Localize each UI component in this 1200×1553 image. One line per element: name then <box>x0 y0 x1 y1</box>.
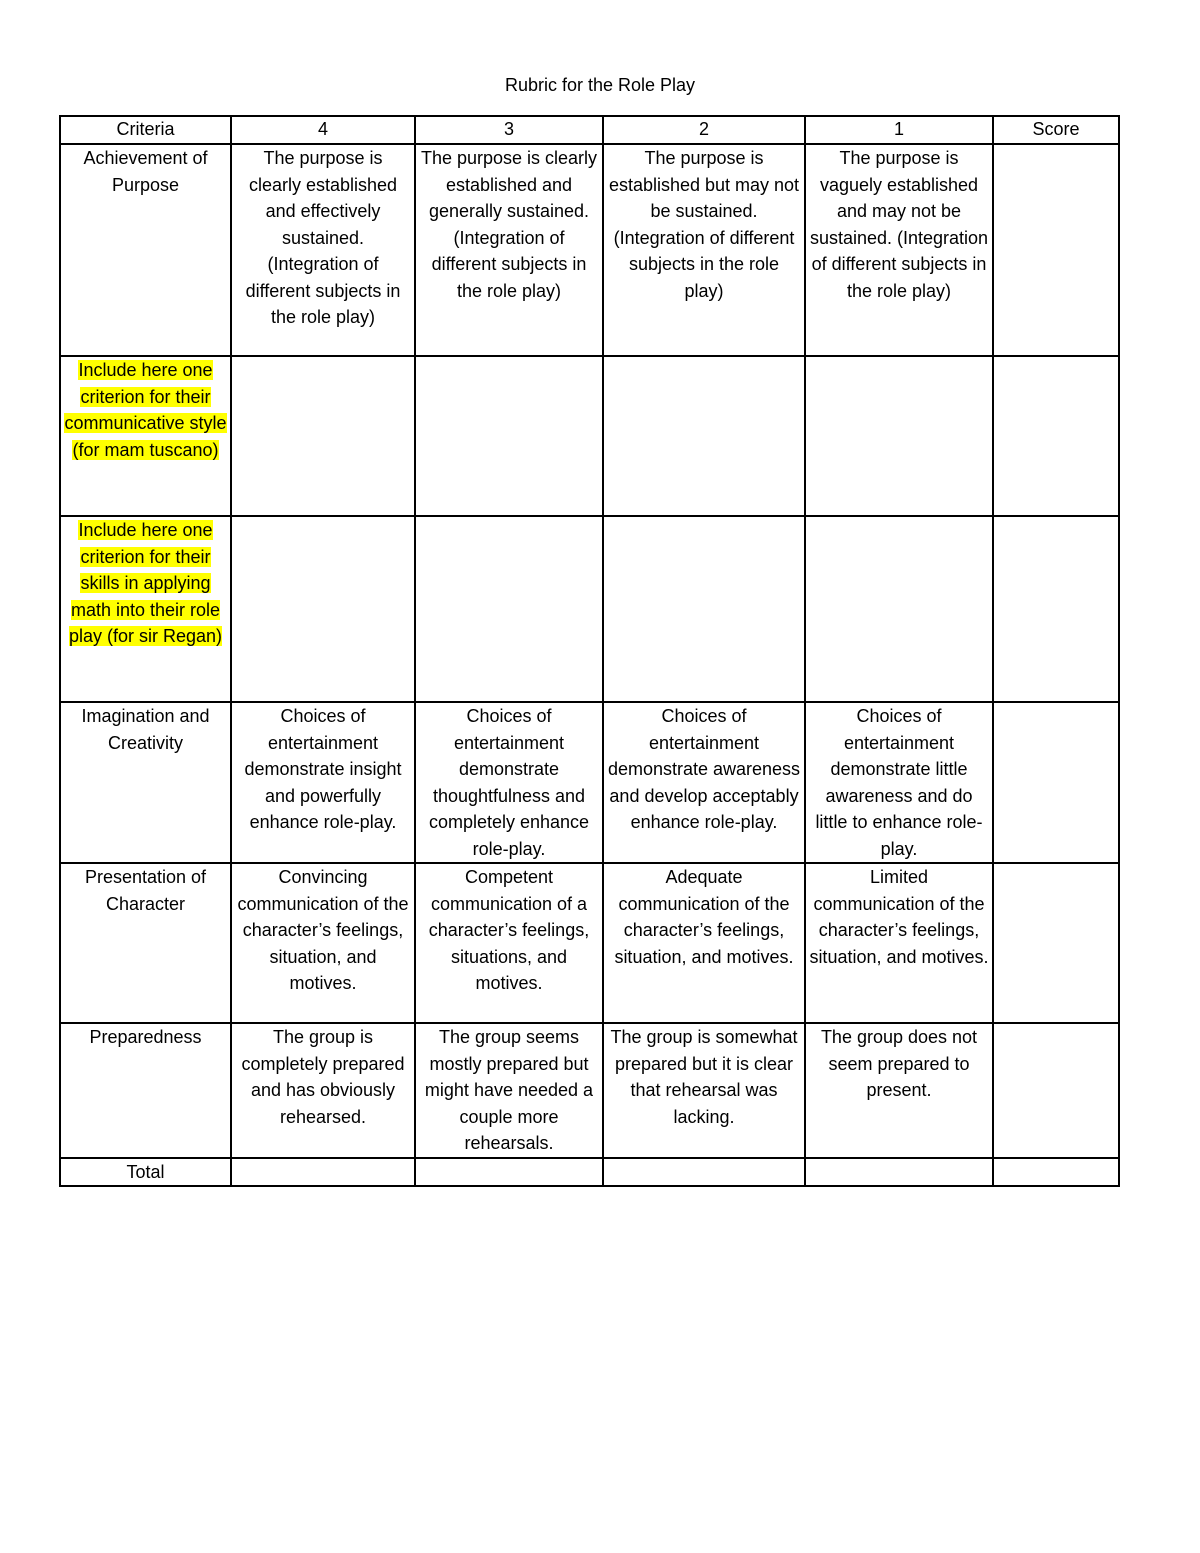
level-1-cell <box>805 1158 993 1187</box>
level-3-cell: The purpose is clearly established and generally sustained. (Integration of different subjects in the role play) <box>415 144 603 356</box>
score-cell <box>993 1023 1119 1158</box>
score-cell <box>993 702 1119 863</box>
header-score: Score <box>993 116 1119 144</box>
header-level-2: 2 <box>603 116 805 144</box>
level-1-cell: Limited communication of the character’s feelings, situation, and motives. <box>805 863 993 1023</box>
row-achievement-of-purpose <box>60 144 1119 356</box>
level-3-cell <box>415 1158 603 1187</box>
header-level-4: 4 <box>231 116 415 144</box>
criteria-cell: Achievement of Purpose <box>60 144 231 356</box>
row-communicative-style <box>60 356 1119 516</box>
level-1-cell <box>805 516 993 702</box>
level-2-cell: Choices of entertainment demonstrate awareness and develop acceptably enhance role-play. <box>603 702 805 863</box>
level-4-cell <box>231 516 415 702</box>
total-label: Total <box>60 1158 231 1187</box>
criteria-cell <box>60 356 231 516</box>
row-presentation-of-character <box>60 863 1119 1023</box>
row-total <box>60 1158 1119 1187</box>
level-4-cell: Choices of entertainment demonstrate insight and powerfully enhance role-play. <box>231 702 415 863</box>
level-2-cell: The group is somewhat prepared but it is clear that rehearsal was lacking. <box>603 1023 805 1158</box>
highlighted-criteria-text: Include here one criterion for their skills in applying math into their role play (for sir Regan) <box>68 520 223 646</box>
score-cell <box>993 863 1119 1023</box>
highlighted-criteria-text: Include here one criterion for their communicative style (for mam tuscano) <box>64 360 227 460</box>
row-preparedness <box>60 1023 1119 1158</box>
criteria-cell: Presentation of Character <box>60 863 231 1023</box>
rubric-table <box>59 115 1120 1187</box>
level-3-cell <box>415 356 603 516</box>
level-4-cell: Convincing communication of the character’s feelings, situation, and motives. <box>231 863 415 1023</box>
level-1-cell: The purpose is vaguely established and may not be sustained. (Integration of different subjects in the role play) <box>805 144 993 356</box>
level-2-cell: Adequate communication of the character’s feelings, situation, and motives. <box>603 863 805 1023</box>
score-cell <box>993 516 1119 702</box>
level-2-cell: The purpose is established but may not be sustained. (Integration of different subjects in the role play) <box>603 144 805 356</box>
header-row <box>60 116 1119 144</box>
criteria-cell <box>60 516 231 702</box>
criteria-cell: Imagination and Creativity <box>60 702 231 863</box>
level-1-cell: Choices of entertainment demonstrate little awareness and do little to enhance role-play. <box>805 702 993 863</box>
score-cell <box>993 144 1119 356</box>
level-4-cell <box>231 1158 415 1187</box>
header-criteria: Criteria <box>60 116 231 144</box>
level-2-cell <box>603 1158 805 1187</box>
level-3-cell: Competent communication of a character’s feelings, situations, and motives. <box>415 863 603 1023</box>
level-1-cell: The group does not seem prepared to present. <box>805 1023 993 1158</box>
level-1-cell <box>805 356 993 516</box>
criteria-cell: Preparedness <box>60 1023 231 1158</box>
row-math-skills <box>60 516 1119 702</box>
level-4-cell: The purpose is clearly established and effectively sustained. (Integration of different subjects in the role play) <box>231 144 415 356</box>
level-3-cell: Choices of entertainment demonstrate thoughtfulness and completely enhance role-play. <box>415 702 603 863</box>
level-3-cell <box>415 516 603 702</box>
score-cell <box>993 356 1119 516</box>
header-level-3: 3 <box>415 116 603 144</box>
header-level-1: 1 <box>805 116 993 144</box>
page-title: Rubric for the Role Play <box>504 75 696 95</box>
row-imagination-and-creativity <box>60 702 1119 863</box>
level-4-cell <box>231 356 415 516</box>
level-3-cell: The group seems mostly prepared but might have needed a couple more rehearsals. <box>415 1023 603 1158</box>
total-score-cell <box>993 1158 1119 1187</box>
level-4-cell: The group is completely prepared and has obviously rehearsed. <box>231 1023 415 1158</box>
level-2-cell <box>603 356 805 516</box>
level-2-cell <box>603 516 805 702</box>
